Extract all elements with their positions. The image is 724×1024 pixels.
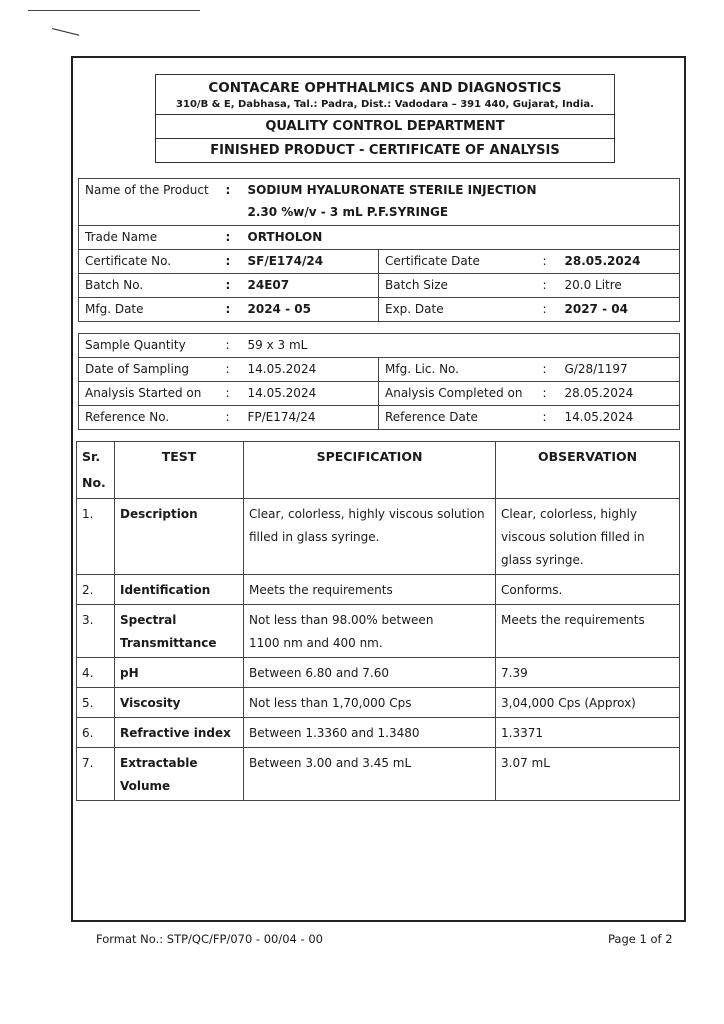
colon: : (226, 179, 242, 226)
sample-info-table (78, 333, 680, 430)
result-row (77, 748, 680, 801)
certificate-date-label: Certificate Date (379, 250, 543, 274)
trade-name-label: Trade Name (79, 226, 226, 250)
reference-date-label: Reference Date (379, 406, 543, 430)
batch-size-value: 20.0 Litre (559, 274, 680, 298)
mfg-date-label: Mfg. Date (79, 298, 226, 322)
exp-date-value: 2027 - 04 (559, 298, 680, 322)
mfg-lic-label: Mfg. Lic. No. (379, 358, 543, 382)
colon: : (226, 298, 242, 322)
test-name: Description (115, 499, 244, 575)
observation: 1.3371 (496, 718, 680, 748)
test-name: pH (115, 658, 244, 688)
result-row (77, 499, 680, 575)
result-row (77, 688, 680, 718)
analysis-completed-value: 28.05.2024 (559, 382, 680, 406)
document-title: FINISHED PRODUCT - CERTIFICATE OF ANALYSIS (156, 138, 614, 162)
date-of-sampling-value: 14.05.2024 (242, 358, 379, 382)
product-name-label: Name of the Product (79, 179, 226, 226)
specification: Between 3.00 and 3.45 mL (244, 748, 496, 801)
scan-artifact-mark (52, 28, 79, 36)
sr-header-line1: Sr. (82, 449, 101, 464)
observation: 3.07 mL (496, 748, 680, 801)
batch-no-value: 24E07 (242, 274, 379, 298)
column-header-sr-no (77, 442, 115, 499)
sr-no: 2. (77, 575, 115, 605)
company-address: 310/B & E, Dabhasa, Tal.: Padra, Dist.: Vadodara – 391 440, Gujarat, India. (176, 99, 594, 110)
observation: Conforms. (496, 575, 680, 605)
sr-no: 1. (77, 499, 115, 575)
observation: Clear, colorless, highly viscous solution filled in glass syringe. (496, 499, 680, 575)
analysis-started-label: Analysis Started on (79, 382, 226, 406)
product-name-value (242, 179, 680, 226)
product-name-row (79, 179, 680, 226)
results-body (77, 499, 680, 801)
analysis-row (79, 382, 680, 406)
trade-name-value: ORTHOLON (242, 226, 680, 250)
colon: : (543, 250, 559, 274)
product-name-line1: SODIUM HYALURONATE STERILE INJECTION (247, 183, 537, 197)
result-row (77, 658, 680, 688)
observation: 7.39 (496, 658, 680, 688)
result-row (77, 605, 680, 658)
test-results-table (76, 441, 680, 801)
colon: : (226, 334, 242, 358)
reference-date-value: 14.05.2024 (559, 406, 680, 430)
colon: : (543, 406, 559, 430)
result-row (77, 718, 680, 748)
mfg-date-value: 2024 - 05 (242, 298, 379, 322)
colon: : (226, 250, 242, 274)
specification: Not less than 1,70,000 Cps (244, 688, 496, 718)
observation: 3,04,000 Cps (Approx) (496, 688, 680, 718)
sample-quantity-label: Sample Quantity (79, 334, 226, 358)
specification: Between 1.3360 and 1.3480 (244, 718, 496, 748)
certificate-row (79, 250, 680, 274)
column-header-test: TEST (115, 442, 244, 499)
sr-no: 6. (77, 718, 115, 748)
reference-row (79, 406, 680, 430)
observation: Meets the requirements (496, 605, 680, 658)
batch-row (79, 274, 680, 298)
dates-row (79, 298, 680, 322)
batch-size-label: Batch Size (379, 274, 543, 298)
colon: : (543, 382, 559, 406)
results-header-row (77, 442, 680, 499)
scan-artifact-line (28, 10, 200, 11)
colon: : (226, 274, 242, 298)
test-name: Spectral Transmittance (115, 605, 244, 658)
page-number: Page 1 of 2 (608, 932, 673, 946)
analysis-completed-label: Analysis Completed on (379, 382, 543, 406)
department-name: QUALITY CONTROL DEPARTMENT (156, 114, 614, 138)
colon: : (226, 226, 242, 250)
colon: : (543, 358, 559, 382)
sample-quantity-row (79, 334, 680, 358)
colon: : (226, 382, 242, 406)
colon: : (226, 358, 242, 382)
date-of-sampling-label: Date of Sampling (79, 358, 226, 382)
sample-quantity-value: 59 x 3 mL (242, 334, 680, 358)
batch-no-label: Batch No. (79, 274, 226, 298)
certificate-date-value: 28.05.2024 (559, 250, 680, 274)
specification: Not less than 98.00% between 1100 nm and 400 nm. (244, 605, 496, 658)
document-header (155, 74, 615, 163)
certificate-no-value: SF/E174/24 (242, 250, 379, 274)
result-row (77, 575, 680, 605)
exp-date-label: Exp. Date (379, 298, 543, 322)
column-header-specification: SPECIFICATION (244, 442, 496, 499)
test-name: Viscosity (115, 688, 244, 718)
colon: : (226, 406, 242, 430)
test-name: Refractive index (115, 718, 244, 748)
certificate-no-label: Certificate No. (79, 250, 226, 274)
mfg-lic-value: G/28/1197 (559, 358, 680, 382)
test-name: Identification (115, 575, 244, 605)
specification: Between 6.80 and 7.60 (244, 658, 496, 688)
sr-no: 4. (77, 658, 115, 688)
reference-no-value: FP/E174/24 (242, 406, 379, 430)
sr-header-line2: No. (82, 475, 106, 490)
trade-name-row (79, 226, 680, 250)
analysis-started-value: 14.05.2024 (242, 382, 379, 406)
test-name: Extractable Volume (115, 748, 244, 801)
colon: : (543, 298, 559, 322)
specification: Meets the requirements (244, 575, 496, 605)
reference-no-label: Reference No. (79, 406, 226, 430)
company-name: CONTACARE OPHTHALMICS AND DIAGNOSTICS (208, 80, 562, 96)
format-number: Format No.: STP/QC/FP/070 - 00/04 - 00 (96, 932, 323, 946)
product-name-line2: 2.30 %w/v - 3 mL P.F.SYRINGE (247, 205, 449, 219)
sr-no: 7. (77, 748, 115, 801)
product-info-table (78, 178, 680, 322)
sr-no: 5. (77, 688, 115, 718)
sampling-row (79, 358, 680, 382)
specification: Clear, colorless, highly viscous solution filled in glass syringe. (244, 499, 496, 575)
sr-no: 3. (77, 605, 115, 658)
colon: : (543, 274, 559, 298)
column-header-observation: OBSERVATION (496, 442, 680, 499)
